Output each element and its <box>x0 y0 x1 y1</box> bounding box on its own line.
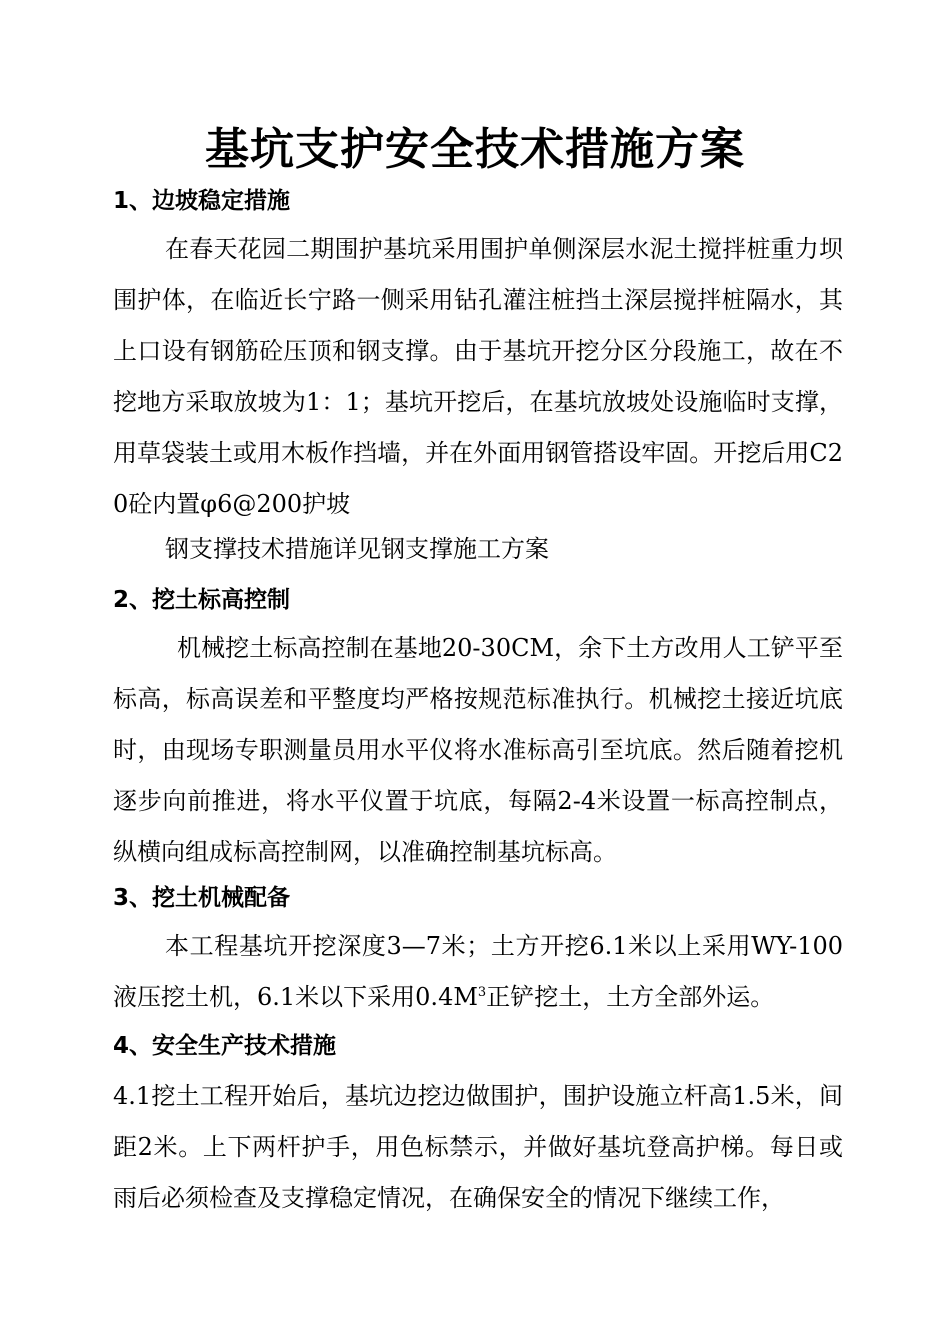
section-heading-2: 2、挖土标高控制 <box>113 587 291 613</box>
section-2-paragraph-1: 机械挖土标高控制在基地20-30CM，余下土方改用人工铲平至标高，标高误差和平整度均严格按规范标准执行。机械挖土接近坑底时，由现场专职测量员用水平仪将水准标高引至坑底。然后随着挖机逐步向前推进，将水平仪置于坑底，每隔2-4米设置一标高控制点，纵横向组成标高控制网，以准确控制基坑标高。 <box>113 634 843 866</box>
page-title: 基坑支护安全技术措施方案 <box>205 124 745 175</box>
superscript-3: 3 <box>477 985 487 1000</box>
section-3-paragraph-1 <box>113 921 843 1023</box>
section-3-text-a: 本工程基坑开挖深度3—7米；土方开挖6.1米以上采用WY-100液压挖土机，6.1米以下采用0.4M <box>113 932 843 1011</box>
section-heading-1: 1、边坡稳定措施 <box>113 188 291 214</box>
section-4-paragraph-1: 4.1挖土工程开始后，基坑边挖边做围护，围护设施立杆高1.5米，间距2米。上下两杆护手，用色标禁示，并做好基坑登高护梯。每日或雨后必须检查及支撑稳定情况，在确保安全的情况下继续工作， <box>113 1082 843 1212</box>
section-1-paragraph-1: 在春天花园二期围护基坑采用围护单侧深层水泥土搅拌桩重力坝围护体，在临近长宁路一侧采用钻孔灌注桩挡土深层搅拌桩隔水，其上口设有钢筋砼压顶和钢支撑。由于基坑开挖分区分段施工，故在不挖地方采取放坡为1：1；基坑开挖后，在基坑放坡处设施临时支撑，用草袋装土或用木板作挡墙，并在外面用钢管搭设牢固。开挖后用C20砼内置φ6@200护坡 <box>113 235 843 518</box>
section-3-text-b: 正铲挖土，土方全部外运。 <box>486 983 775 1011</box>
section-1-paragraph-2: 钢支撑技术措施详见钢支撑施工方案 <box>165 535 549 563</box>
section-heading-3: 3、挖土机械配备 <box>113 885 291 911</box>
section-heading-4: 4、安全生产技术措施 <box>113 1033 337 1059</box>
